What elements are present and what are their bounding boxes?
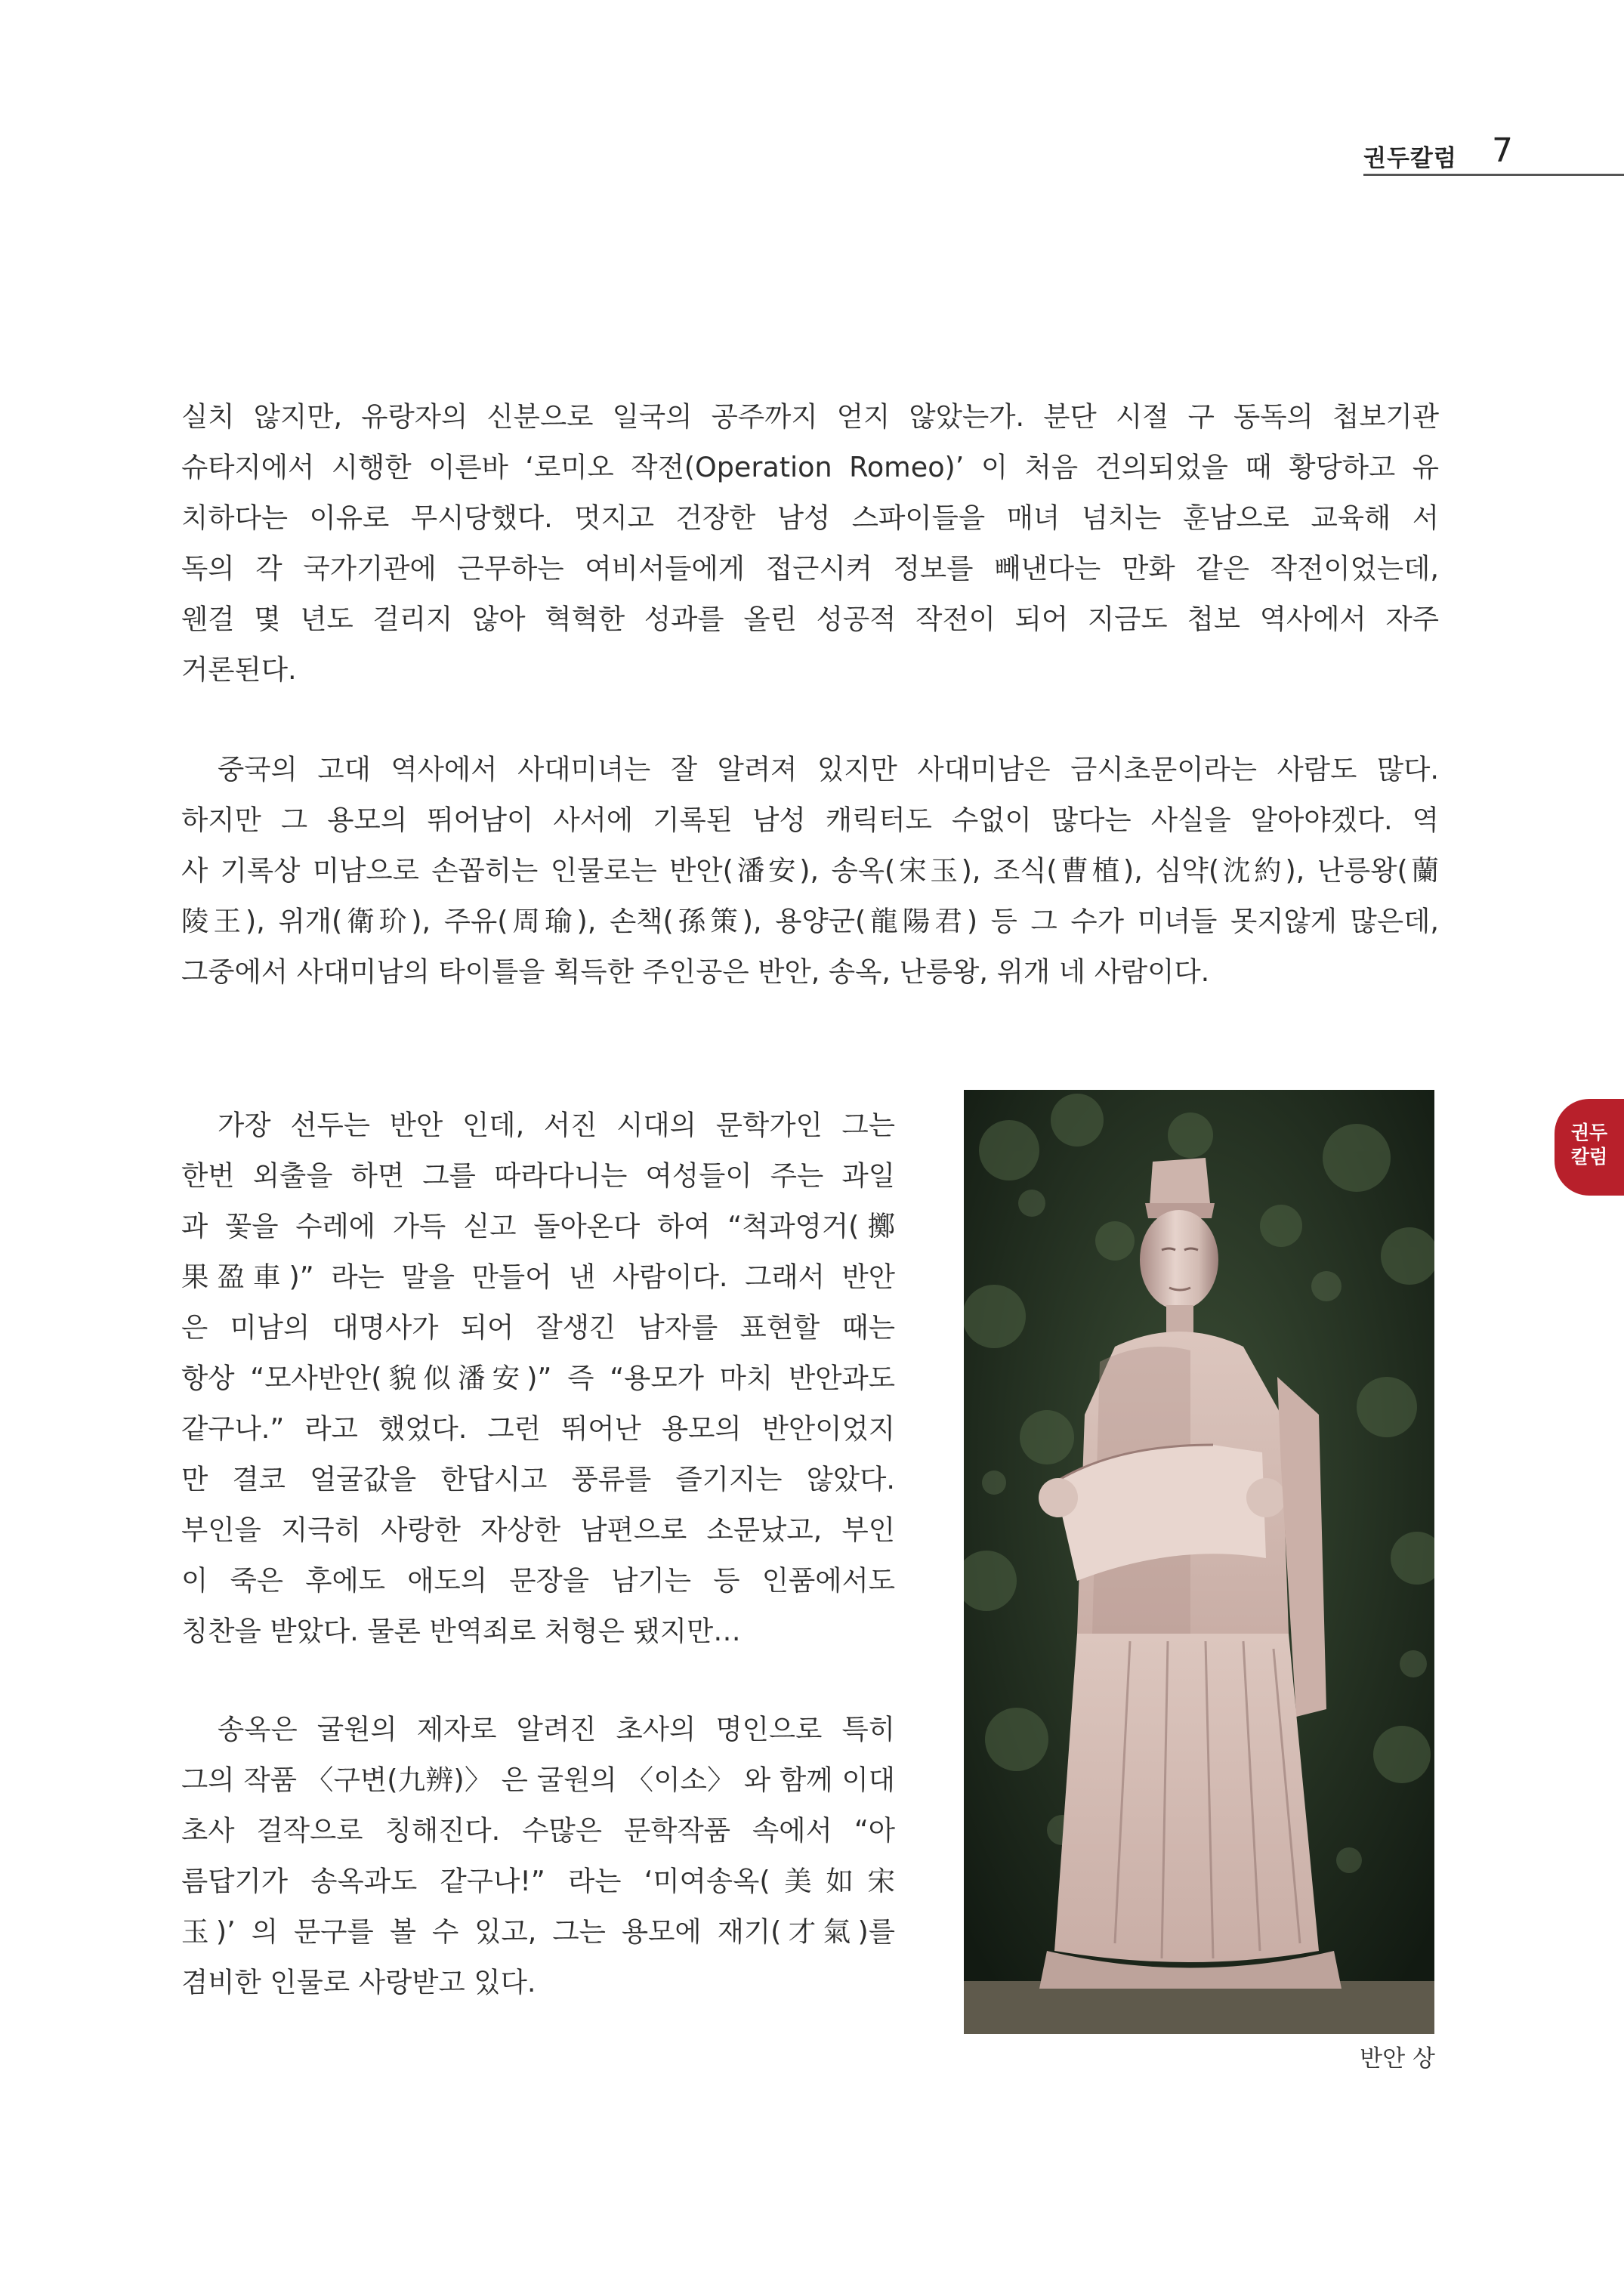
text-line: 부인을 지극히 사랑한 자상한 남편으로 소문났고, 부인 [181, 1514, 895, 1546]
text-line: 그의 작품 〈구변(九辨)〉 은 굴원의 〈이소〉 와 함께 이대 [181, 1764, 895, 1796]
text-line: 가장 선두는 반안 인데, 서진 시대의 문학가인 그는 [218, 1109, 895, 1141]
text-line: 과 꽃을 수레에 가득 싣고 돌아온다 하여 “척과영거(擲 [181, 1210, 895, 1242]
running-header [1363, 127, 1624, 172]
side-tab-line-1: 권두 [1570, 1122, 1608, 1143]
text-line: 칭찬을 받았다. 물론 반역죄로 처형은 됐지만… [181, 1615, 741, 1647]
text-line: 같구나.” 라고 했었다. 그런 뛰어난 용모의 반안이었지 [181, 1412, 895, 1445]
paragraph-song-yu [181, 1704, 895, 2008]
text-line: 슈타지에서 시행한 이른바 ‘로미오 작전(Operation Romeo)’ 이 처음 건의되었을 때 황당하고 유 [181, 451, 1439, 483]
text-line: 하지만 그 용모의 뛰어남이 사서에 기록된 남성 캐릭터도 수없이 많다는 사실을 알아야겠다. 역 [181, 804, 1439, 836]
text-line: 송옥은 굴원의 제자로 알려진 초사의 명인으로 특히 [218, 1713, 895, 1745]
text-line: 웬걸 몇 년도 걸리지 않아 혁혁한 성과를 올린 성공적 작전이 되어 지금도 첩보 역사에서 자주 [181, 603, 1439, 635]
text-line: 만 결코 얼굴값을 한답시고 풍류를 즐기지는 않았다. [181, 1463, 895, 1495]
paragraph-pan-an [181, 1100, 895, 1656]
text-line: 玉)’ 의 문구를 볼 수 있고, 그는 용모에 재기(才氣)를 [181, 1915, 895, 1948]
side-tab-line-2: 칼럼 [1570, 1146, 1608, 1168]
text-line: 치하다는 이유로 무시당했다. 멋지고 건장한 남성 스파이들을 매녀 넘치는 훈남으로 교육해 서 [181, 501, 1439, 534]
text-line: 이 죽은 후에도 애도의 문장을 남기는 등 인품에서도 [181, 1564, 895, 1597]
page-number: 7 [1492, 131, 1513, 170]
text-line: 중국의 고대 역사에서 사대미녀는 잘 알려져 있지만 사대미남은 금시초문이라는 사람도 많다. [218, 753, 1439, 785]
text-line: 항상 “모사반안(貌似潘安)” 즉 “용모가 마치 반안과도 [181, 1362, 895, 1394]
paragraph-four-beauties [181, 744, 1439, 997]
text-line: 사 기록상 미남으로 손꼽히는 인물로는 반안(潘安), 송옥(宋玉), 조식(曹植), 심약(沈約), 난릉왕(蘭 [181, 854, 1439, 887]
statue-photo [964, 1090, 1434, 2034]
text-line: 실치 않지만, 유랑자의 신분으로 일국의 공주까지 얻지 않았는가. 분단 시절 구 동독의 첩보기관 [181, 400, 1439, 433]
paragraph-romeo [181, 391, 1439, 695]
section-side-tab [1555, 1099, 1624, 1196]
text-line: 겸비한 인물로 사랑받고 있다. [181, 1966, 536, 1998]
text-line: 초사 걸작으로 칭해진다. 수많은 문학작품 속에서 “아 [181, 1814, 895, 1847]
text-line: 果盈車)” 라는 말을 만들어 낸 사람이다. 그래서 반안 [181, 1261, 895, 1293]
header-rule [1363, 174, 1624, 176]
section-title: 권두칼럼 [1363, 145, 1457, 172]
text-line: 거론된다. [181, 653, 297, 686]
text-line: 한번 외출을 하면 그를 따라다니는 여성들이 주는 과일 [181, 1159, 895, 1192]
text-line: 그중에서 사대미남의 타이틀을 획득한 주인공은 반안, 송옥, 난릉왕, 위개 네 사람이다. [181, 955, 1210, 988]
text-line: 름답기가 송옥과도 같구나!” 라는 ‘미여송옥(美如宋 [181, 1865, 895, 1897]
photo-caption: 반안 상 [1360, 2045, 1435, 2072]
text-line: 독의 각 국가기관에 근무하는 여비서들에게 접근시켜 정보를 빼낸다는 만화 같은 작전이었는데, [181, 552, 1439, 585]
text-line: 陵王), 위개(衛玠), 주유(周瑜), 손책(孫策), 용양군(龍陽君) 등 그 수가 미녀들 못지않게 많은데, [181, 905, 1439, 937]
text-line: 은 미남의 대명사가 되어 잘생긴 남자를 표현할 때는 [181, 1311, 895, 1344]
